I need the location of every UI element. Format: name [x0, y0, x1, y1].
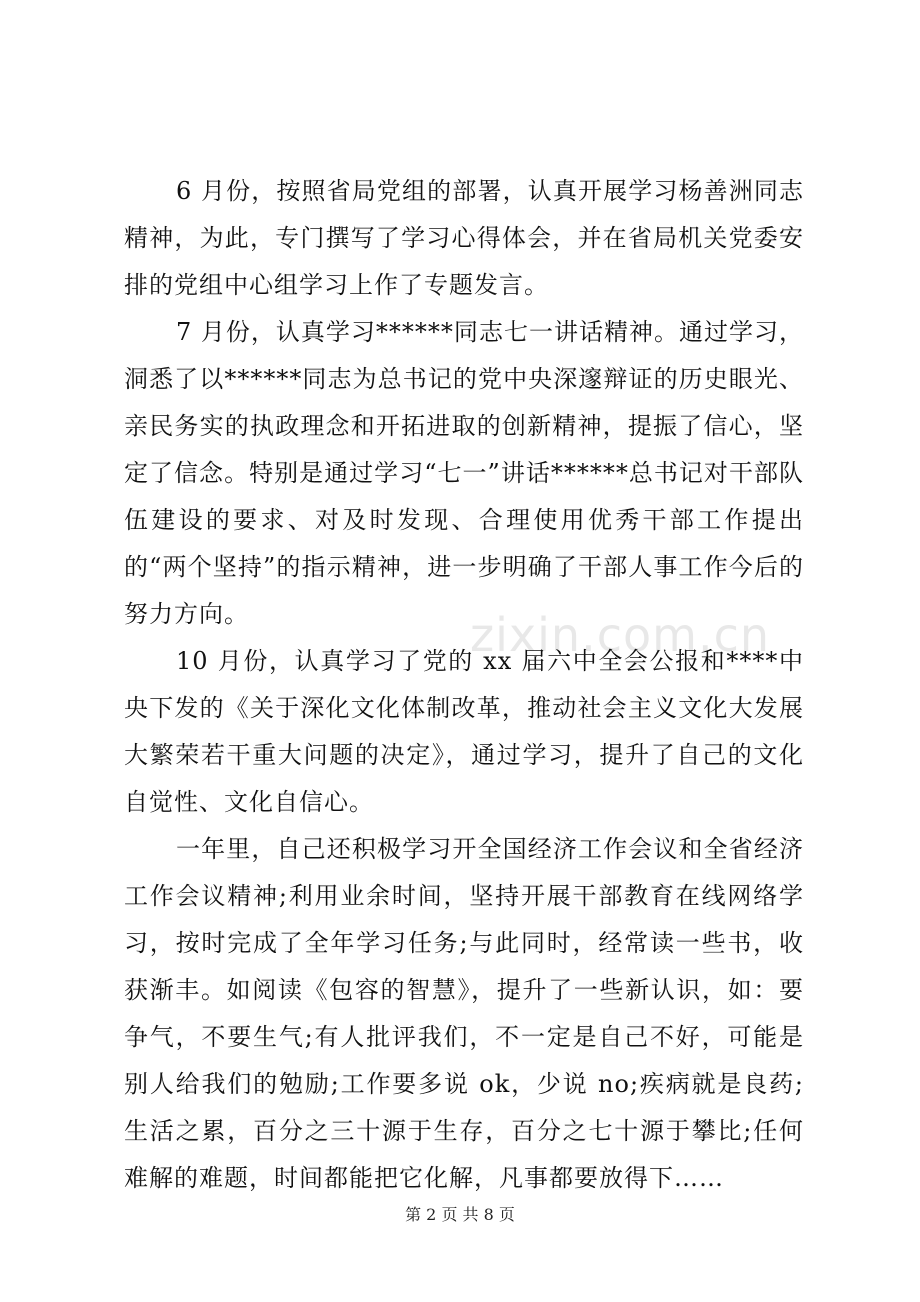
paragraph-june: 6 月份，按照省局党组的部署，认真开展学习杨善洲同志精神，为此，专门撰写了学习心得体会，并在省局机关党委安排的党组中心组学习上作了专题发言。: [124, 177, 804, 299]
paragraph-year-summary: 一年里，自己还积极学习开全国经济工作会议和全省经济工作会议精神;利用业余时间，坚持开展干部教育在线网络学习，按时完成了全年学习任务;与此同时，经常读一些书，收获渐丰。如阅读《包容的智慧》，提升了一些新认识，如：要争气，不要生气;有人批评我们，不一定是自己不好，可能是别人给我们的勉励;工作要多说 ok，少说 no;疾病就是良药;生活之累，百分之三十源于生存，百分之七十源于攀比;任何难解的难题，时间都能把它化解，凡事都要放得下……: [124, 835, 804, 1192]
paragraph-october: 10 月份，认真学习了党的 xx 届六中全会公报和****中央下发的《关于深化文化体制改革，推动社会主义文化大发展大繁荣若干重大问题的决定》，通过学习，提升了自己的文化自觉性、文化自信心。: [124, 647, 804, 816]
paragraph-july: 7 月份，认真学习******同志七一讲话精神。通过学习，洞悉了以******同志为总书记的党中央深邃辩证的历史眼光、亲民务实的执政理念和开拓进取的创新精神，提振了信心，坚定了信念。特别是通过学习“七一”讲话******总书记对干部队伍建设的要求、对及时发现、合理使用优秀干部工作提出的“两个坚持”的指示精神，进一步明确了干部人事工作今后的努力方向。: [124, 318, 804, 628]
document-body: [124, 168, 804, 1202]
watermark-text: zixin.com.cn: [470, 608, 771, 662]
page-number-footer: 第 2 页 共 8 页: [405, 1205, 515, 1224]
